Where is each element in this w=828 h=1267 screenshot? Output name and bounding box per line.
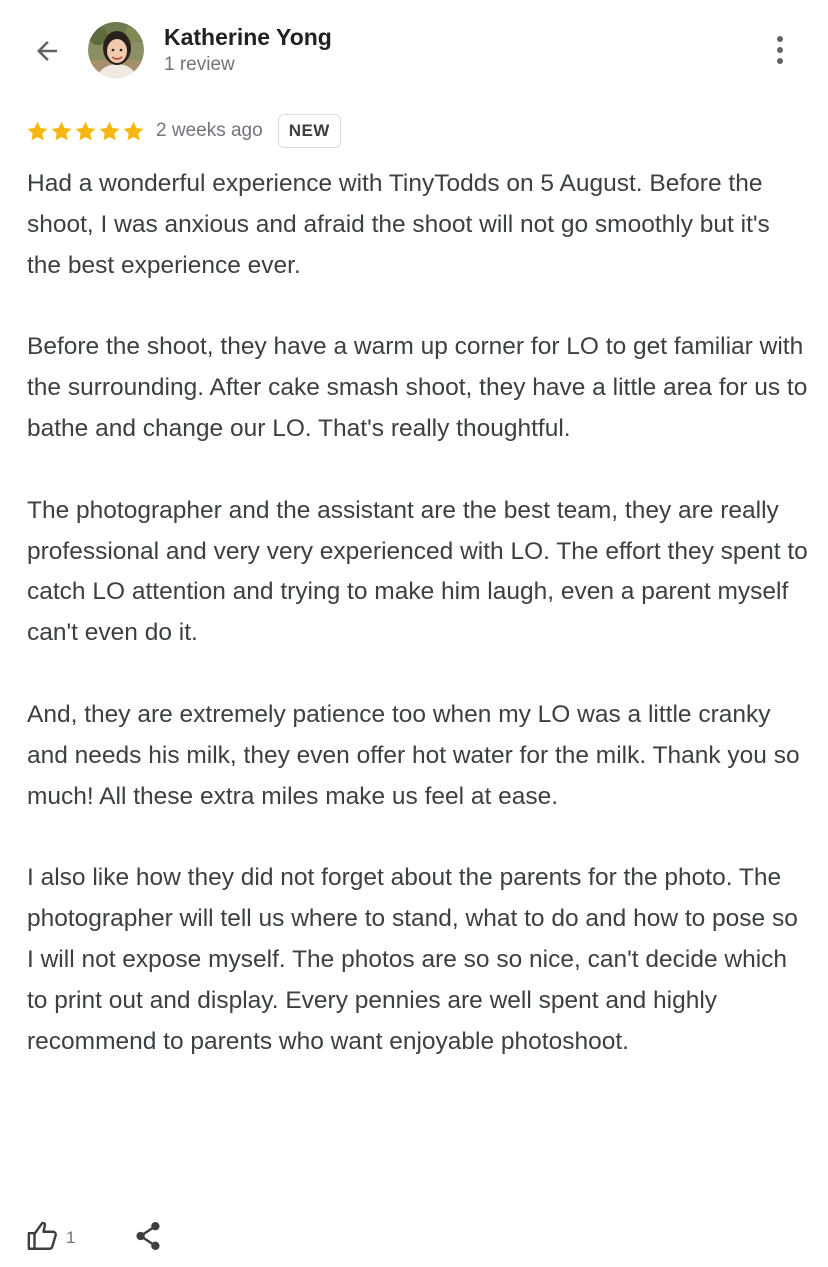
reviewer-name[interactable]: Katherine Yong (164, 24, 332, 50)
star-icon (26, 120, 49, 143)
share-button[interactable] (133, 1220, 163, 1252)
star-icon (98, 120, 121, 143)
share-icon (133, 1220, 163, 1252)
review-paragraph: Had a wonderful experience with TinyTodds on 5 August. Before the shoot, I was anxious and afraid the shoot will not go smoothly but it's the best experience ever. (27, 170, 770, 279)
review-text (27, 164, 809, 1062)
review-paragraph: I also like how they did not forget about the parents for the photo. The photographer will tell us where to stand, what to do and how to pose so I will not expose myself. The photos are so so nice, can't decide which to print out and display. Every pennies are well spent and highly recommend to parents who want enjoyable photoshoot. (27, 864, 798, 1055)
review-paragraph: The photographer and the assistant are the best team, they are really professional and very very experienced with LO. The effort they spent to catch LO attention and trying to make him laugh, even a parent myself can't even do it. (27, 496, 808, 647)
like-count: 1 (66, 1228, 76, 1247)
thumb-up-icon (26, 1219, 60, 1253)
more-options-button[interactable] (758, 28, 802, 72)
avatar[interactable] (88, 22, 144, 78)
star-icon (122, 120, 145, 143)
like-button[interactable] (26, 1219, 75, 1253)
new-badge: NEW (278, 114, 341, 148)
review-count: 1 review (164, 54, 235, 75)
review-paragraph: And, they are extremely patience too when my LO was a little cranky and needs his milk, they even offer hot water for the milk. Thank you so much! All these extra miles make us feel at ease. (27, 700, 800, 810)
arrow-back-icon (32, 36, 62, 66)
star-icon (74, 120, 97, 143)
star-rating (26, 120, 145, 143)
review-time: 2 weeks ago (156, 120, 263, 141)
review-header (0, 0, 828, 104)
review-meta (26, 112, 341, 150)
more-vert-icon (774, 34, 786, 66)
review-actions (26, 1212, 163, 1260)
avatar-photo (88, 22, 144, 78)
back-button[interactable] (26, 30, 68, 72)
review-paragraph: Before the shoot, they have a warm up corner for LO to get familiar with the surrounding. After cake smash shoot, they have a little area for us to bathe and change our LO. That's really thoughtful. (27, 333, 808, 442)
star-icon (50, 120, 73, 143)
